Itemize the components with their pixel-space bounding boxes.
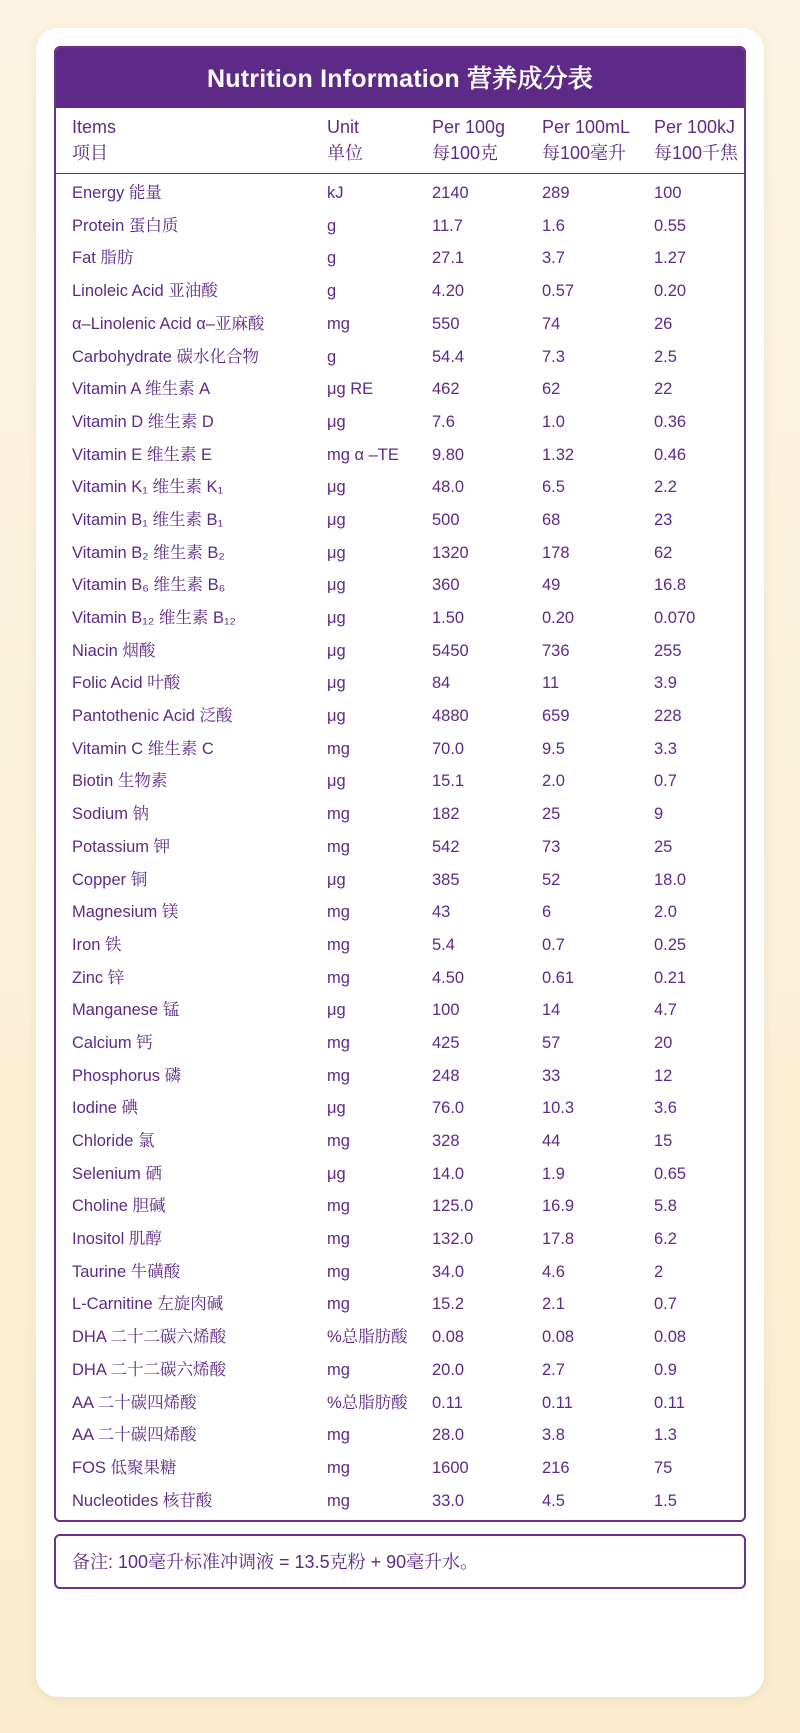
table-row	[56, 242, 744, 275]
cell-per100ml: 2.1	[542, 1295, 565, 1314]
footnote	[54, 1534, 746, 1589]
cell-per100g: 54.4	[432, 347, 465, 366]
cell-item: Nucleotides 核苷酸	[72, 1491, 213, 1510]
cell-item: Vitamin K₁ 维生素 K₁	[72, 478, 224, 497]
cell-per100ml: 1.32	[542, 445, 575, 464]
cell-per100ml: 11	[542, 674, 560, 693]
cell-per100kj: 0.9	[654, 1360, 677, 1379]
cell-item: Copper 铜	[72, 870, 148, 889]
cell-per100g: 5.4	[432, 935, 455, 954]
cell-per100ml: 659	[542, 707, 570, 726]
cell-unit: %总脂肪酸	[327, 1328, 408, 1347]
column-header-per100g-zh: 每100克	[432, 142, 499, 163]
cell-unit: mg	[327, 1295, 350, 1314]
cell-unit: mg	[327, 1033, 350, 1052]
nutrition-table-frame	[54, 46, 746, 1522]
cell-item: Vitamin D 维生素 D	[72, 412, 214, 431]
table-row	[56, 537, 744, 570]
table-row	[56, 1288, 744, 1321]
cell-per100kj: 2.2	[654, 478, 677, 497]
cell-item: Taurine 牛磺酸	[72, 1262, 181, 1281]
table-row	[56, 1419, 744, 1452]
cell-per100kj: 228	[654, 707, 682, 726]
cell-unit: μg	[327, 576, 346, 595]
cell-per100g: 0.08	[432, 1328, 465, 1347]
table-row	[56, 1321, 744, 1354]
cell-per100g: 4.20	[432, 282, 465, 301]
table-row	[56, 210, 744, 243]
cell-per100ml: 33	[542, 1066, 561, 1085]
cell-item: Vitamin B₆ 维生素 B₆	[72, 576, 226, 595]
table-row	[56, 1223, 744, 1256]
cell-per100kj: 15	[654, 1132, 673, 1151]
cell-unit: mg	[327, 1197, 350, 1216]
column-header-per100ml-en: Per 100mL	[542, 117, 631, 137]
cell-per100kj: 2.5	[654, 347, 677, 366]
cell-per100ml: 73	[542, 837, 561, 856]
column-header-per100g	[432, 108, 542, 173]
cell-per100ml: 0.61	[542, 968, 575, 987]
cell-unit: mg	[327, 1360, 350, 1379]
cell-per100kj: 4.7	[654, 1001, 677, 1020]
cell-per100kj: 9	[654, 805, 664, 824]
cell-per100g: 182	[432, 805, 460, 824]
cell-per100kj: 0.11	[654, 1393, 685, 1412]
column-header-items-en: Items	[72, 117, 117, 137]
nutrition-card	[36, 28, 764, 1697]
cell-per100kj: 20	[654, 1033, 673, 1052]
cell-per100ml: 1.9	[542, 1164, 565, 1183]
table-row	[56, 504, 744, 537]
cell-per100ml: 10.3	[542, 1099, 575, 1118]
table-row	[56, 1027, 744, 1060]
cell-per100ml: 178	[542, 543, 570, 562]
cell-per100kj: 0.070	[654, 609, 696, 628]
cell-per100ml: 68	[542, 510, 561, 529]
cell-unit: μg	[327, 772, 346, 791]
cell-unit: μg	[327, 543, 346, 562]
cell-per100g: 2140	[432, 184, 469, 203]
table-row	[56, 635, 744, 668]
cell-per100g: 20.0	[432, 1360, 465, 1379]
cell-per100g: 100	[432, 1001, 460, 1020]
cell-per100g: 84	[432, 674, 451, 693]
cell-per100ml: 0.20	[542, 609, 575, 628]
cell-per100ml: 0.7	[542, 935, 565, 954]
table-row	[56, 994, 744, 1027]
cell-per100kj: 1.3	[654, 1426, 677, 1445]
cell-unit: %总脂肪酸	[327, 1393, 408, 1412]
cell-per100kj: 100	[654, 184, 682, 203]
cell-unit: mg	[327, 1491, 350, 1510]
column-header-per100kj-en: Per 100kJ	[654, 117, 736, 137]
cell-per100g: 385	[432, 870, 460, 889]
cell-item: Carbohydrate 碳水化合物	[72, 347, 260, 366]
cell-per100ml: 0.11	[542, 1393, 573, 1412]
table-body	[56, 174, 744, 1521]
cell-per100ml: 1.6	[542, 216, 565, 235]
cell-per100ml: 1.0	[542, 412, 565, 431]
table-row	[56, 1354, 744, 1387]
cell-unit: g	[327, 249, 337, 268]
cell-per100ml: 736	[542, 641, 570, 660]
column-header-unit-en: Unit	[327, 117, 360, 137]
column-header-unit-zh: 单位	[327, 142, 363, 163]
cell-per100g: 328	[432, 1132, 460, 1151]
table-row	[56, 602, 744, 635]
cell-item: Selenium 硒	[72, 1164, 162, 1183]
cell-item: Phosphorus 磷	[72, 1066, 182, 1085]
cell-unit: mg	[327, 903, 350, 922]
cell-per100g: 27.1	[432, 249, 465, 268]
cell-item: FOS 低聚果糖	[72, 1458, 177, 1477]
cell-per100ml: 49	[542, 576, 561, 595]
cell-unit: mg	[327, 1132, 350, 1151]
cell-per100ml: 52	[542, 870, 561, 889]
column-header-unit	[327, 108, 432, 173]
cell-item: Linoleic Acid 亚油酸	[72, 282, 218, 301]
cell-item: Calcium 钙	[72, 1033, 153, 1052]
cell-per100ml: 4.5	[542, 1491, 565, 1510]
cell-per100g: 4.50	[432, 968, 465, 987]
cell-per100kj: 0.7	[654, 772, 677, 791]
cell-per100g: 34.0	[432, 1262, 465, 1281]
cell-per100ml: 16.9	[542, 1197, 575, 1216]
cell-item: Energy 能量	[72, 184, 162, 203]
cell-item: AA 二十碳四烯酸	[72, 1426, 197, 1445]
cell-per100kj: 22	[654, 380, 673, 399]
nutrition-table	[56, 108, 744, 1520]
cell-per100kj: 0.21	[654, 968, 687, 987]
cell-unit: mg	[327, 1458, 350, 1477]
cell-per100kj: 0.46	[654, 445, 687, 464]
cell-item: Vitamin B₁₂ 维生素 B₁₂	[72, 609, 236, 628]
cell-unit: μg	[327, 1099, 346, 1118]
table-row	[56, 1125, 744, 1158]
table-row	[56, 569, 744, 602]
cell-unit: μg	[327, 510, 346, 529]
cell-item: DHA 二十二碳六烯酸	[72, 1360, 227, 1379]
cell-unit: mg	[327, 739, 350, 758]
cell-unit: μg	[327, 1164, 346, 1183]
cell-item: Inositol 肌醇	[72, 1230, 162, 1249]
cell-per100ml: 14	[542, 1001, 561, 1020]
cell-unit: g	[327, 282, 337, 301]
cell-per100g: 11.7	[432, 216, 463, 235]
column-header-per100kj	[654, 108, 744, 173]
table-row	[56, 765, 744, 798]
cell-per100g: 48.0	[432, 478, 465, 497]
cell-item: Iron 铁	[72, 935, 122, 954]
cell-unit: mg	[327, 935, 350, 954]
cell-per100kj: 3.6	[654, 1099, 677, 1118]
table-row	[56, 1386, 744, 1419]
cell-per100g: 360	[432, 576, 460, 595]
cell-unit: μg	[327, 641, 346, 660]
cell-item: Vitamin C 维生素 C	[72, 739, 214, 758]
cell-per100ml: 0.08	[542, 1328, 575, 1347]
cell-per100ml: 6.5	[542, 478, 565, 497]
table-row	[56, 831, 744, 864]
cell-item: Vitamin E 维生素 E	[72, 445, 212, 464]
cell-per100kj: 0.55	[654, 216, 687, 235]
table-row	[56, 667, 744, 700]
table-row	[56, 1092, 744, 1125]
cell-unit: μg	[327, 609, 346, 628]
cell-per100ml: 44	[542, 1132, 561, 1151]
cell-unit: mg	[327, 314, 350, 333]
column-header-per100ml	[542, 108, 654, 173]
cell-item: Vitamin B₂ 维生素 B₂	[72, 543, 225, 562]
cell-per100ml: 7.3	[542, 347, 565, 366]
cell-unit: μg	[327, 674, 346, 693]
cell-item: DHA 二十二碳六烯酸	[72, 1328, 227, 1347]
table-row	[56, 798, 744, 831]
table-row	[56, 275, 744, 308]
table-row	[56, 406, 744, 439]
cell-per100ml: 2.7	[542, 1360, 565, 1379]
cell-per100kj: 0.08	[654, 1328, 687, 1347]
cell-unit: mg	[327, 968, 350, 987]
cell-per100g: 1600	[432, 1458, 469, 1477]
cell-per100ml: 3.7	[542, 249, 565, 268]
cell-per100g: 5450	[432, 641, 469, 660]
cell-per100ml: 2.0	[542, 772, 565, 791]
table-row	[56, 863, 744, 896]
cell-per100g: 1.50	[432, 609, 465, 628]
cell-per100kj: 2	[654, 1262, 664, 1281]
cell-item: Manganese 锰	[72, 1001, 180, 1020]
cell-per100g: 0.11	[432, 1393, 463, 1412]
cell-per100ml: 57	[542, 1033, 561, 1052]
cell-item: Biotin 生物素	[72, 772, 168, 791]
cell-item: Vitamin B₁ 维生素 B₁	[72, 510, 224, 529]
cell-per100g: 1320	[432, 543, 469, 562]
cell-item: Niacin 烟酸	[72, 641, 156, 660]
table-row	[56, 373, 744, 406]
cell-item: AA 二十碳四烯酸	[72, 1393, 197, 1412]
cell-per100g: 7.6	[432, 412, 455, 431]
cell-per100g: 33.0	[432, 1491, 465, 1510]
cell-per100kj: 3.9	[654, 674, 677, 693]
cell-unit: mg	[327, 805, 350, 824]
cell-per100g: 70.0	[432, 739, 465, 758]
cell-per100kj: 1.27	[654, 249, 687, 268]
cell-per100g: 550	[432, 314, 460, 333]
cell-unit: μg	[327, 1001, 346, 1020]
column-header-items	[56, 108, 327, 173]
cell-unit: μg RE	[327, 380, 374, 399]
cell-per100g: 43	[432, 903, 451, 922]
cell-item: Choline 胆碱	[72, 1197, 166, 1216]
cell-per100ml: 62	[542, 380, 561, 399]
cell-unit: mg α –TE	[327, 445, 399, 464]
table-row	[56, 929, 744, 962]
cell-item: Zinc 锌	[72, 968, 125, 987]
column-header-per100ml-zh: 每100毫升	[542, 142, 627, 163]
table-row	[56, 733, 744, 766]
cell-item: Sodium 钠	[72, 805, 150, 824]
cell-per100g: 462	[432, 380, 460, 399]
page-title: Nutrition Information 营养成分表	[56, 48, 744, 108]
cell-item: Pantothenic Acid 泛酸	[72, 707, 233, 726]
table-row	[56, 174, 744, 210]
cell-per100g: 132.0	[432, 1230, 474, 1249]
cell-per100kj: 62	[654, 543, 673, 562]
cell-per100g: 14.0	[432, 1164, 465, 1183]
cell-per100ml: 9.5	[542, 739, 565, 758]
cell-item: L-Carnitine 左旋肉碱	[72, 1295, 224, 1314]
cell-unit: g	[327, 216, 337, 235]
table-row	[56, 1256, 744, 1289]
cell-item: Folic Acid 叶酸	[72, 674, 181, 693]
cell-per100kj: 26	[654, 314, 673, 333]
cell-per100kj: 25	[654, 837, 673, 856]
cell-per100g: 542	[432, 837, 460, 856]
cell-per100kj: 0.65	[654, 1164, 687, 1183]
cell-per100g: 425	[432, 1033, 460, 1052]
cell-per100kj: 0.20	[654, 282, 687, 301]
cell-per100g: 76.0	[432, 1099, 465, 1118]
cell-per100kj: 255	[654, 641, 682, 660]
cell-per100ml: 0.57	[542, 282, 575, 301]
table-row	[56, 439, 744, 472]
cell-per100ml: 3.8	[542, 1426, 565, 1445]
cell-per100kj: 75	[654, 1458, 673, 1477]
cell-per100g: 125.0	[432, 1197, 474, 1216]
cell-per100kj: 0.36	[654, 412, 687, 431]
cell-item: Chloride 氯	[72, 1132, 155, 1151]
cell-unit: mg	[327, 1262, 350, 1281]
table-row	[56, 340, 744, 373]
cell-per100kj: 23	[654, 510, 673, 529]
cell-unit: mg	[327, 1426, 350, 1445]
footnote-text: 备注: 100毫升标准冲调液 = 13.5克粉 + 90毫升水。	[72, 1552, 479, 1573]
cell-per100ml: 4.6	[542, 1262, 565, 1281]
cell-unit: g	[327, 347, 337, 366]
cell-item: Vitamin A 维生素 A	[72, 380, 211, 399]
cell-per100g: 500	[432, 510, 460, 529]
cell-per100ml: 216	[542, 1458, 570, 1477]
cell-per100kj: 3.3	[654, 739, 677, 758]
table-row	[56, 1158, 744, 1191]
cell-item: Magnesium 镁	[72, 903, 179, 922]
cell-per100g: 9.80	[432, 445, 465, 464]
cell-unit: μg	[327, 478, 346, 497]
table-row	[56, 962, 744, 995]
table-header	[56, 108, 744, 173]
cell-item: α–Linolenic Acid α–亚麻酸	[72, 314, 265, 333]
cell-per100ml: 6	[542, 903, 552, 922]
cell-item: Potassium 钾	[72, 837, 171, 856]
table-row	[56, 1485, 744, 1521]
table-row	[56, 471, 744, 504]
cell-unit: mg	[327, 1066, 350, 1085]
cell-unit: μg	[327, 412, 346, 431]
cell-unit: mg	[327, 1230, 350, 1249]
table-row	[56, 1452, 744, 1485]
cell-per100kj: 0.7	[654, 1295, 677, 1314]
cell-per100ml: 289	[542, 184, 570, 203]
cell-item: Fat 脂肪	[72, 249, 134, 268]
cell-per100kj: 0.25	[654, 935, 687, 954]
cell-per100kj: 18.0	[654, 870, 687, 889]
table-row	[56, 700, 744, 733]
cell-per100g: 15.2	[432, 1295, 465, 1314]
column-header-items-zh: 项目	[72, 142, 108, 163]
cell-item: Iodine 碘	[72, 1099, 139, 1118]
cell-per100kj: 16.8	[654, 576, 687, 595]
cell-unit: kJ	[327, 184, 344, 203]
cell-per100g: 28.0	[432, 1426, 465, 1445]
cell-per100g: 15.1	[432, 772, 465, 791]
cell-per100ml: 17.8	[542, 1230, 575, 1249]
cell-per100kj: 5.8	[654, 1197, 677, 1216]
cell-unit: mg	[327, 837, 350, 856]
cell-per100g: 248	[432, 1066, 460, 1085]
cell-per100g: 4880	[432, 707, 469, 726]
cell-per100ml: 74	[542, 314, 561, 333]
cell-unit: μg	[327, 707, 346, 726]
cell-per100kj: 1.5	[654, 1491, 677, 1510]
cell-per100ml: 25	[542, 805, 561, 824]
column-header-per100kj-zh: 每100千焦	[654, 142, 739, 163]
cell-per100kj: 6.2	[654, 1230, 677, 1249]
header-row	[56, 108, 744, 173]
table-row	[56, 308, 744, 341]
cell-per100kj: 2.0	[654, 903, 677, 922]
table-row	[56, 1060, 744, 1093]
cell-per100kj: 12	[654, 1066, 673, 1085]
cell-item: Protein 蛋白质	[72, 216, 179, 235]
column-header-per100g-en: Per 100g	[432, 117, 506, 137]
table-row	[56, 1190, 744, 1223]
table-row	[56, 896, 744, 929]
cell-unit: μg	[327, 870, 346, 889]
